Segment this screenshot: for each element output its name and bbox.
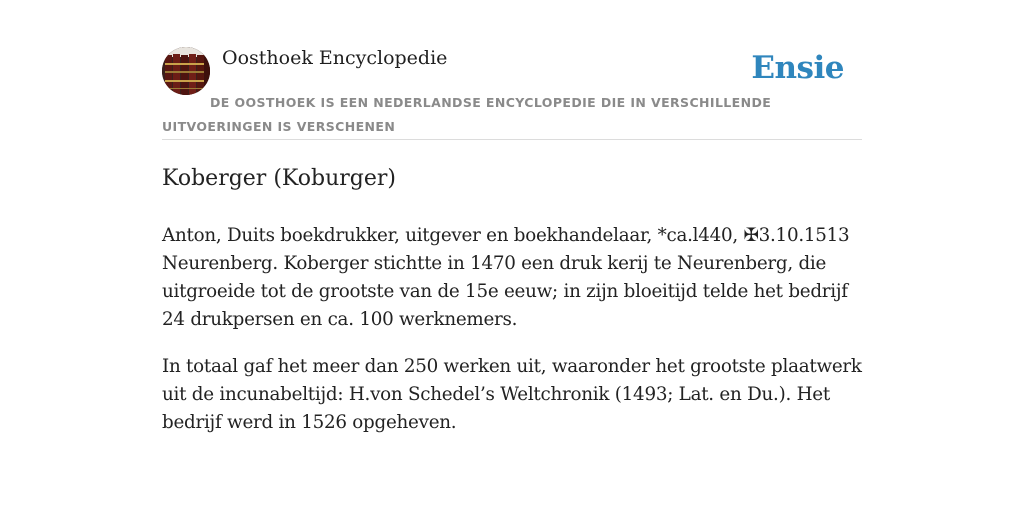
article-title: Koberger (Koburger) bbox=[162, 166, 396, 191]
site-tagline: DE OOSTHOEK IS EEN NEDERLANDSE ENCYCLOPEDIE DIE IN VERSCHILLENDE UITVOERINGEN IS VERSCHENEN bbox=[162, 95, 772, 134]
article-paragraph: Anton, Duits boekdrukker, uitgever en boekhandelaar, *ca.l440, ✠3.10.1513 Neurenberg. Koberger stichtte in 1470 een druk kerij te Neurenberg, die uitgroeide tot de grootste van de 15e eeuw; in zijn bloeitijd telde het bedrijf 24 drukpersen en ca. 100 werknemers. bbox=[162, 225, 850, 330]
site-header bbox=[162, 44, 862, 140]
article-paragraph: In totaal gaf het meer dan 250 werken uit, waaronder het grootste plaatwerk uit de incunabeltijd: H.von Schedel’s Weltchronik (1493; Lat. en Du.). Het bedrijf werd in 1526 opgeheven. bbox=[162, 356, 862, 433]
article bbox=[162, 162, 862, 456]
encyclopedia-books-icon[interactable] bbox=[162, 47, 210, 95]
site-title[interactable]: Oosthoek Encyclopedie bbox=[222, 47, 448, 69]
header-divider bbox=[162, 139, 862, 140]
brand-logo[interactable]: Ensie bbox=[751, 50, 844, 86]
